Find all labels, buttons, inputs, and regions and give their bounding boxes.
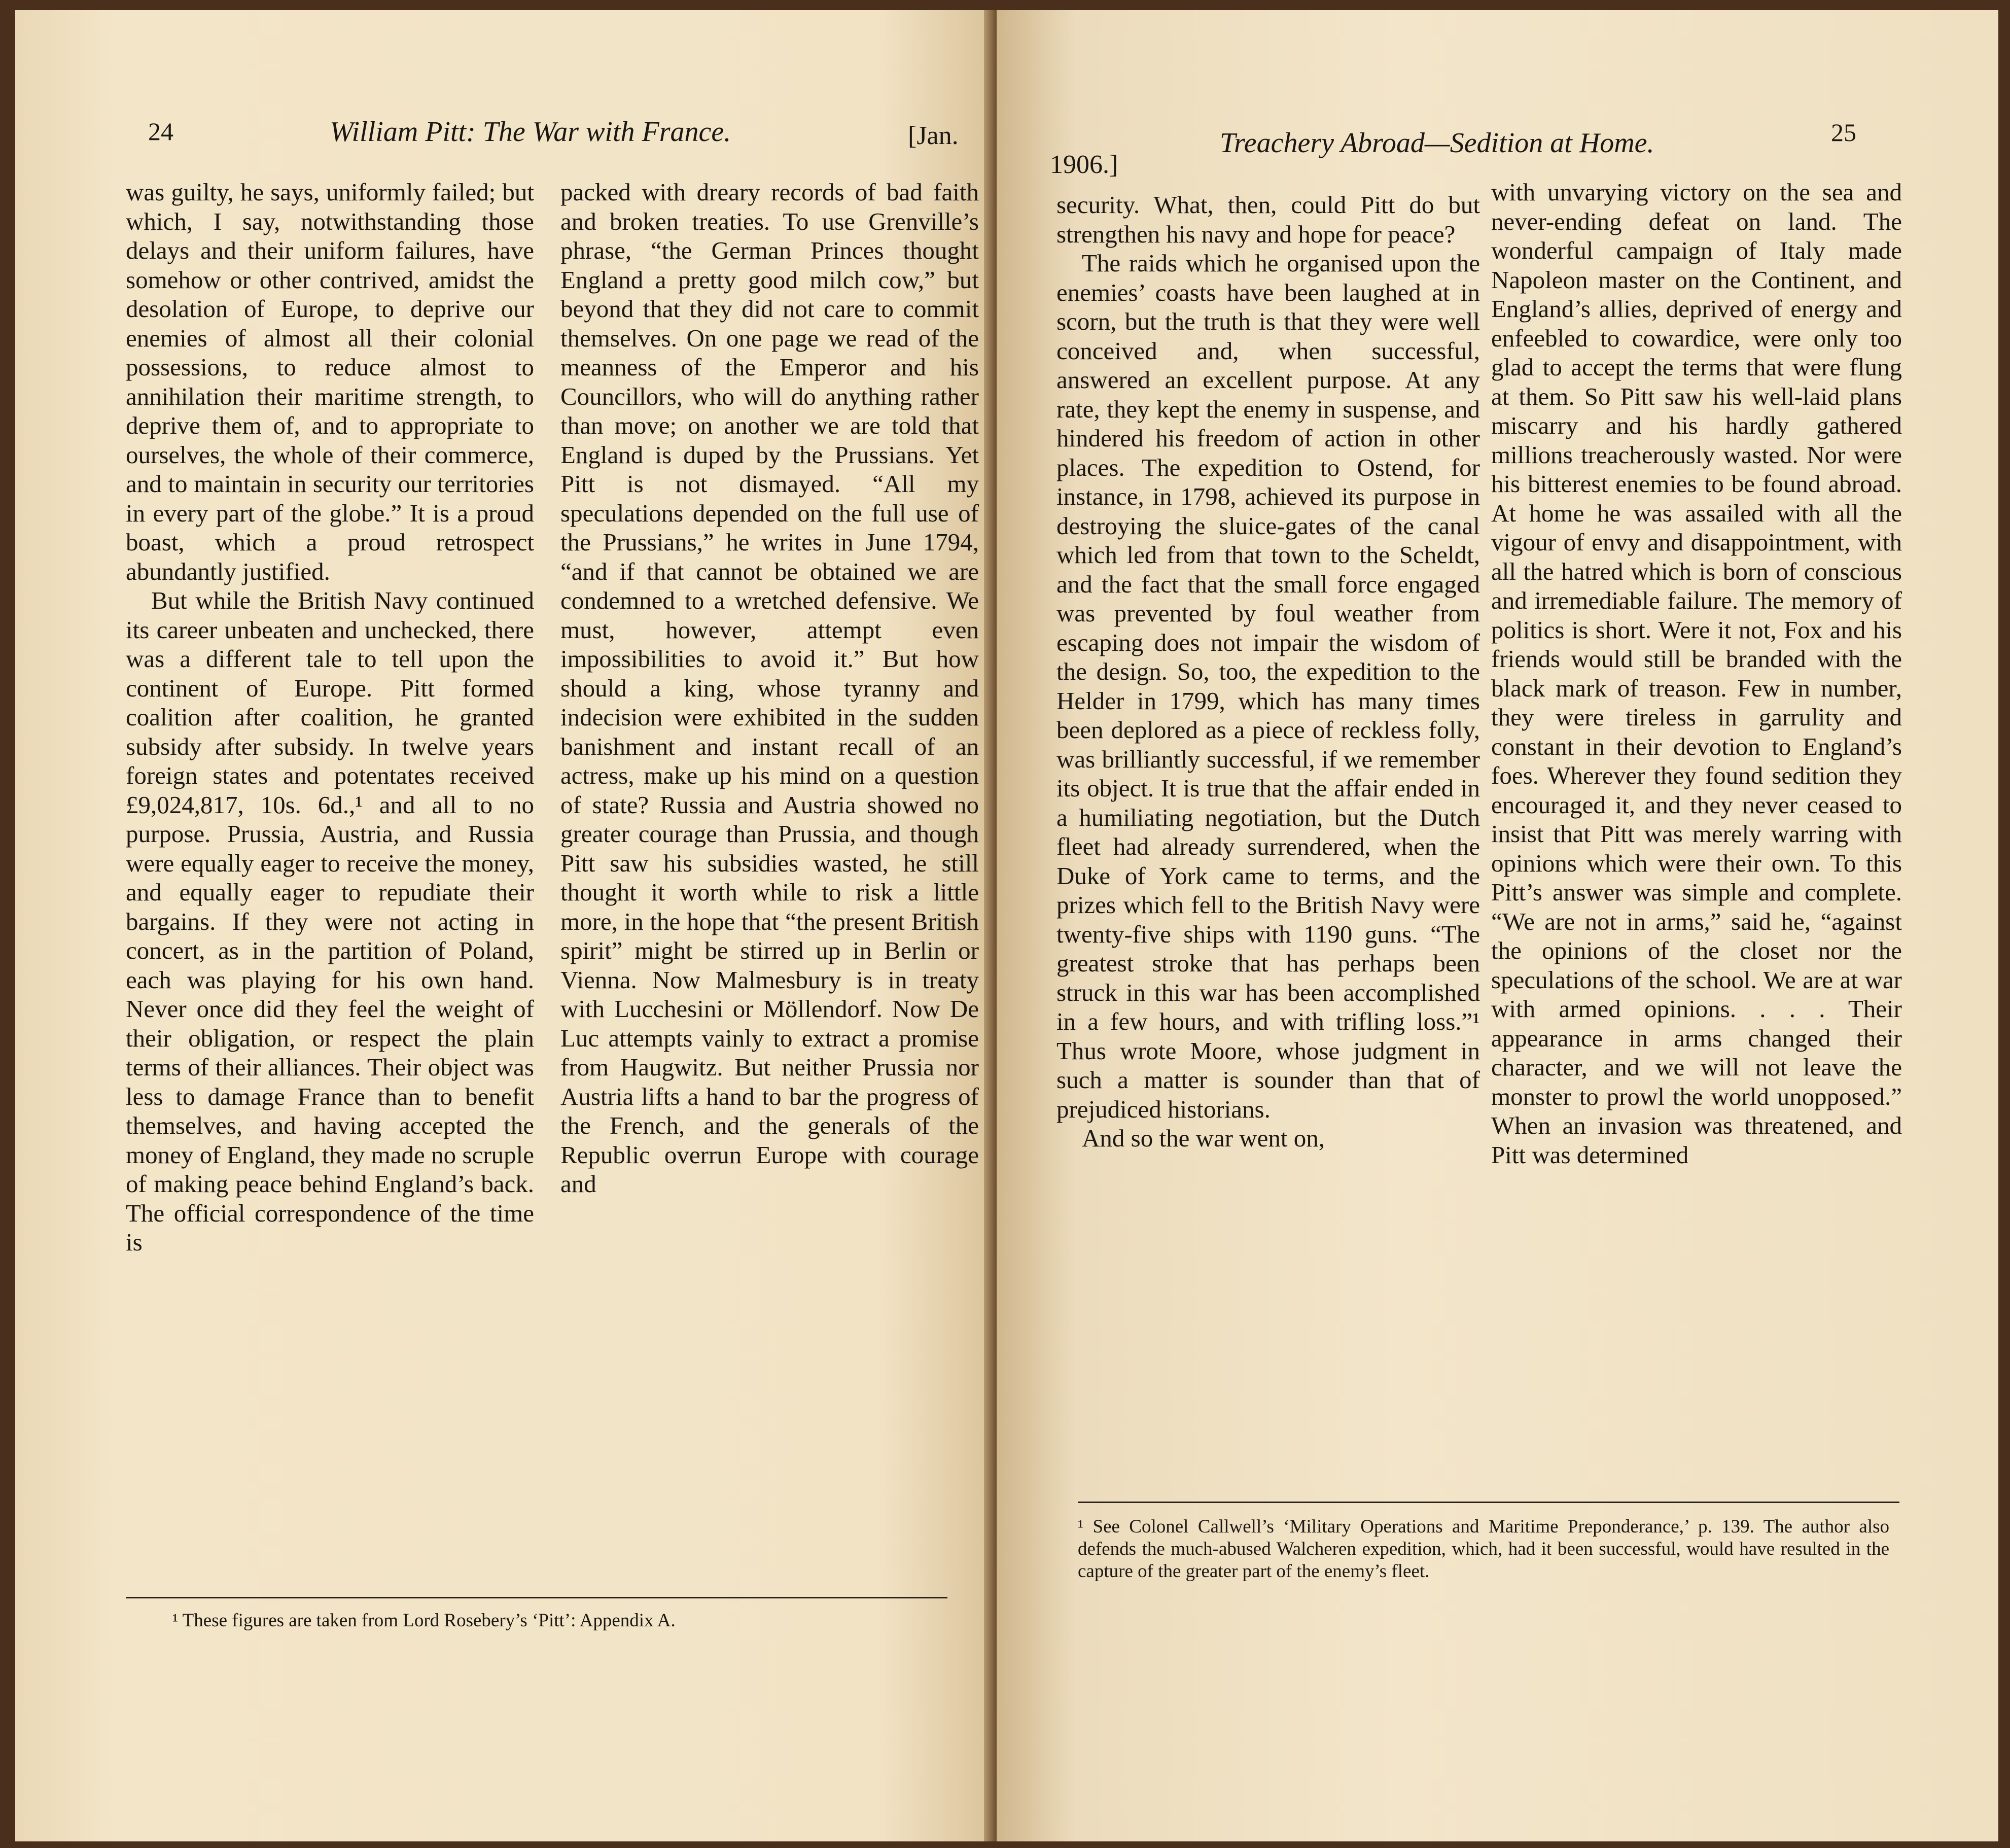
paragraph: The raids which he organised upon the enemies’ coasts have been laughed at in scorn, but the truth is that they were well conceived and, when successful, answered an excellent purpose. At any rate, they kept the enemy in suspense, and hindered his freedom of action in other places. The expedition to Ostend, for instance, in 1798, achieved its purpose in destroying the sluice-gates of the canal which led from that town to the Scheldt, and the fact that the small force engaged was prevented by foul weather from escaping does not impair the wisdom of the design. So, too, the expedition to the Helder in 1799, which has many times been deplored as a piece of reckless folly, was brilliantly successful, if we remember its object. It is true that the affair ended in a humiliating negotiation, but the Dutch fleet had already surrendered, when the Duke of York came to terms, and the prizes which fell to the British Navy were twenty-five ships with 1190 guns. “The greatest stroke that has perhaps been struck in this war has been accomplished in a few hours, and with trifling loss.”¹ Thus wrote Moore, whose judgment in such a matter is sounder than that of prejudiced historians.	[1056, 249, 1480, 1123]
paragraph: But while the British Navy continued its career unbeaten and unchecked, there was a different tale to tell upon the continent of Europe. Pitt formed coalition after coalition, he granted subsidy after subsidy. In twelve years foreign states and potentates received £9,024,817, 10s. 6d.,¹ and all to no purpose. Prussia, Austria, and Russia were equally eager to receive the money, and equally eager to repudiate their bargains. If they were not acting in concert, as in the partition of Poland, each was playing for his own hand. Never once did they feel the weight of their obligation, or respect the plain terms of their alliances. Their object was less to damage France than to benefit themselves, and having accepted the money of England, they made no scruple of making peace behind England’s back. The official correspondence of the time is	[126, 586, 534, 1256]
left-column-1	[126, 178, 534, 1578]
footnote-rule	[1078, 1502, 1899, 1503]
footnote-rule	[126, 1597, 947, 1598]
right-column-2	[1491, 178, 1902, 1496]
paragraph: And so the war went on,	[1082, 1124, 1325, 1152]
right-footnote: ¹ See Colonel Callwell’s ‘Military Operations and Maritime Preponderance,’ p. 139. The author also defends the much-abused Walcheren expedition, which, had it been successful, would have resulted in the capture of the greater part of the enemy’s fleet.	[1078, 1516, 1889, 1582]
paragraph: with unvarying victory on the sea and never-ending defeat on land. The wonderful campaign of Italy made Napoleon master on the Continent, and England’s allies, deprived of energy and enfeebled to cowardice, were only too glad to accept the terms that were flung at them. So Pitt saw his well-laid plans miscarry and his hardly gathered millions treacherously wasted. Nor were his bitterest enemies to be found abroad. At home he was assailed with all the vigour of envy and disappointment, with all the hatred which is born of conscious and irremediable failure. The memory of politics is short. Were it not, Fox and his friends would still be branded with the black mark of treason. Few in number, they were tireless in garrulity and constant in their devotion to England’s foes. Wherever they found sedition they encouraged it, and they never ceased to insist that Pitt was merely warring with opinions which were their own. To this Pitt’s answer was simple and complete. “We are not in arms,” said he, “against the opinions of the closet nor the speculations of the school. We are at war with armed opinions. . . . Their appearance in arms changed their character, and we will not leave the monster to prowl the world unopposed.” When an invasion was threatened, and Pitt was determined	[1491, 178, 1902, 1169]
left-running-title: William Pitt: The War with France.	[330, 116, 731, 148]
right-page	[997, 10, 1998, 1841]
left-page	[15, 10, 997, 1841]
left-footnote: ¹ These figures are taken from Lord Rosebery’s ‘Pitt’: Appendix A.	[172, 1610, 676, 1631]
right-date-mark: 1906.]	[1050, 150, 1118, 179]
paragraph: was guilty, he says, uniformly failed; but which, I say, notwithstanding those delays and their uniform failures, have somehow or other contrived, amidst the desolation of Europe, to deprive our enemies of almost all their colonial possessions, to reduce almost to annihilation their maritime strength, to deprive them of, and to appropriate to ourselves, the whole of their commerce, and to maintain in security our territories in every part of the globe.” It is a proud boast, which a proud retrospect abundantly justified.	[126, 178, 534, 585]
paragraph: packed with dreary records of bad faith and broken treaties. To use Grenville’s phrase, “the German Princes thought England a pretty good milch cow,” but beyond that they did not care to commit themselves. On one page we read of the meanness of the Emperor and his Councillors, who will do anything rather than move; on another we are told that England is duped by the Prussians. Yet Pitt is not dismayed. “All my speculations depended on the full use of the Prussians,” he writes in June 1794, “and if that cannot be obtained we are condemned to a wretched defensive. We must, however, attempt even impossibilities to avoid it.” But how should a king, whose tyranny and indecision were exhibited in the sudden banishment and instant recall of an actress, make up his mind on a question of state? Russia and Austria showed no greater courage than Prussia, and though Pitt saw his subsidies wasted, he still thought it worth while to risk a little more, in the hope that “the present British spirit” might be stirred up in Berlin or Vienna. Now Malmesbury is in treaty with Lucchesini or Möllendorf. Now De Luc attempts vainly to extract a promise from Haugwitz. But neither Prussia nor Austria lifts a hand to bar the progress of the French, and the generals of the Republic overrun Europe with courage and	[560, 178, 979, 1198]
right-running-title: Treachery Abroad—Sedition at Home.	[1220, 127, 1654, 159]
left-column-2	[560, 178, 979, 1578]
right-page-number: 25	[1831, 118, 1856, 147]
paragraph: security. What, then, could Pitt do but strengthen his navy and hope for peace?	[1056, 191, 1480, 248]
left-date-mark: [Jan.	[908, 121, 959, 150]
right-column-1	[1056, 190, 1480, 1489]
left-page-number: 24	[148, 117, 173, 146]
